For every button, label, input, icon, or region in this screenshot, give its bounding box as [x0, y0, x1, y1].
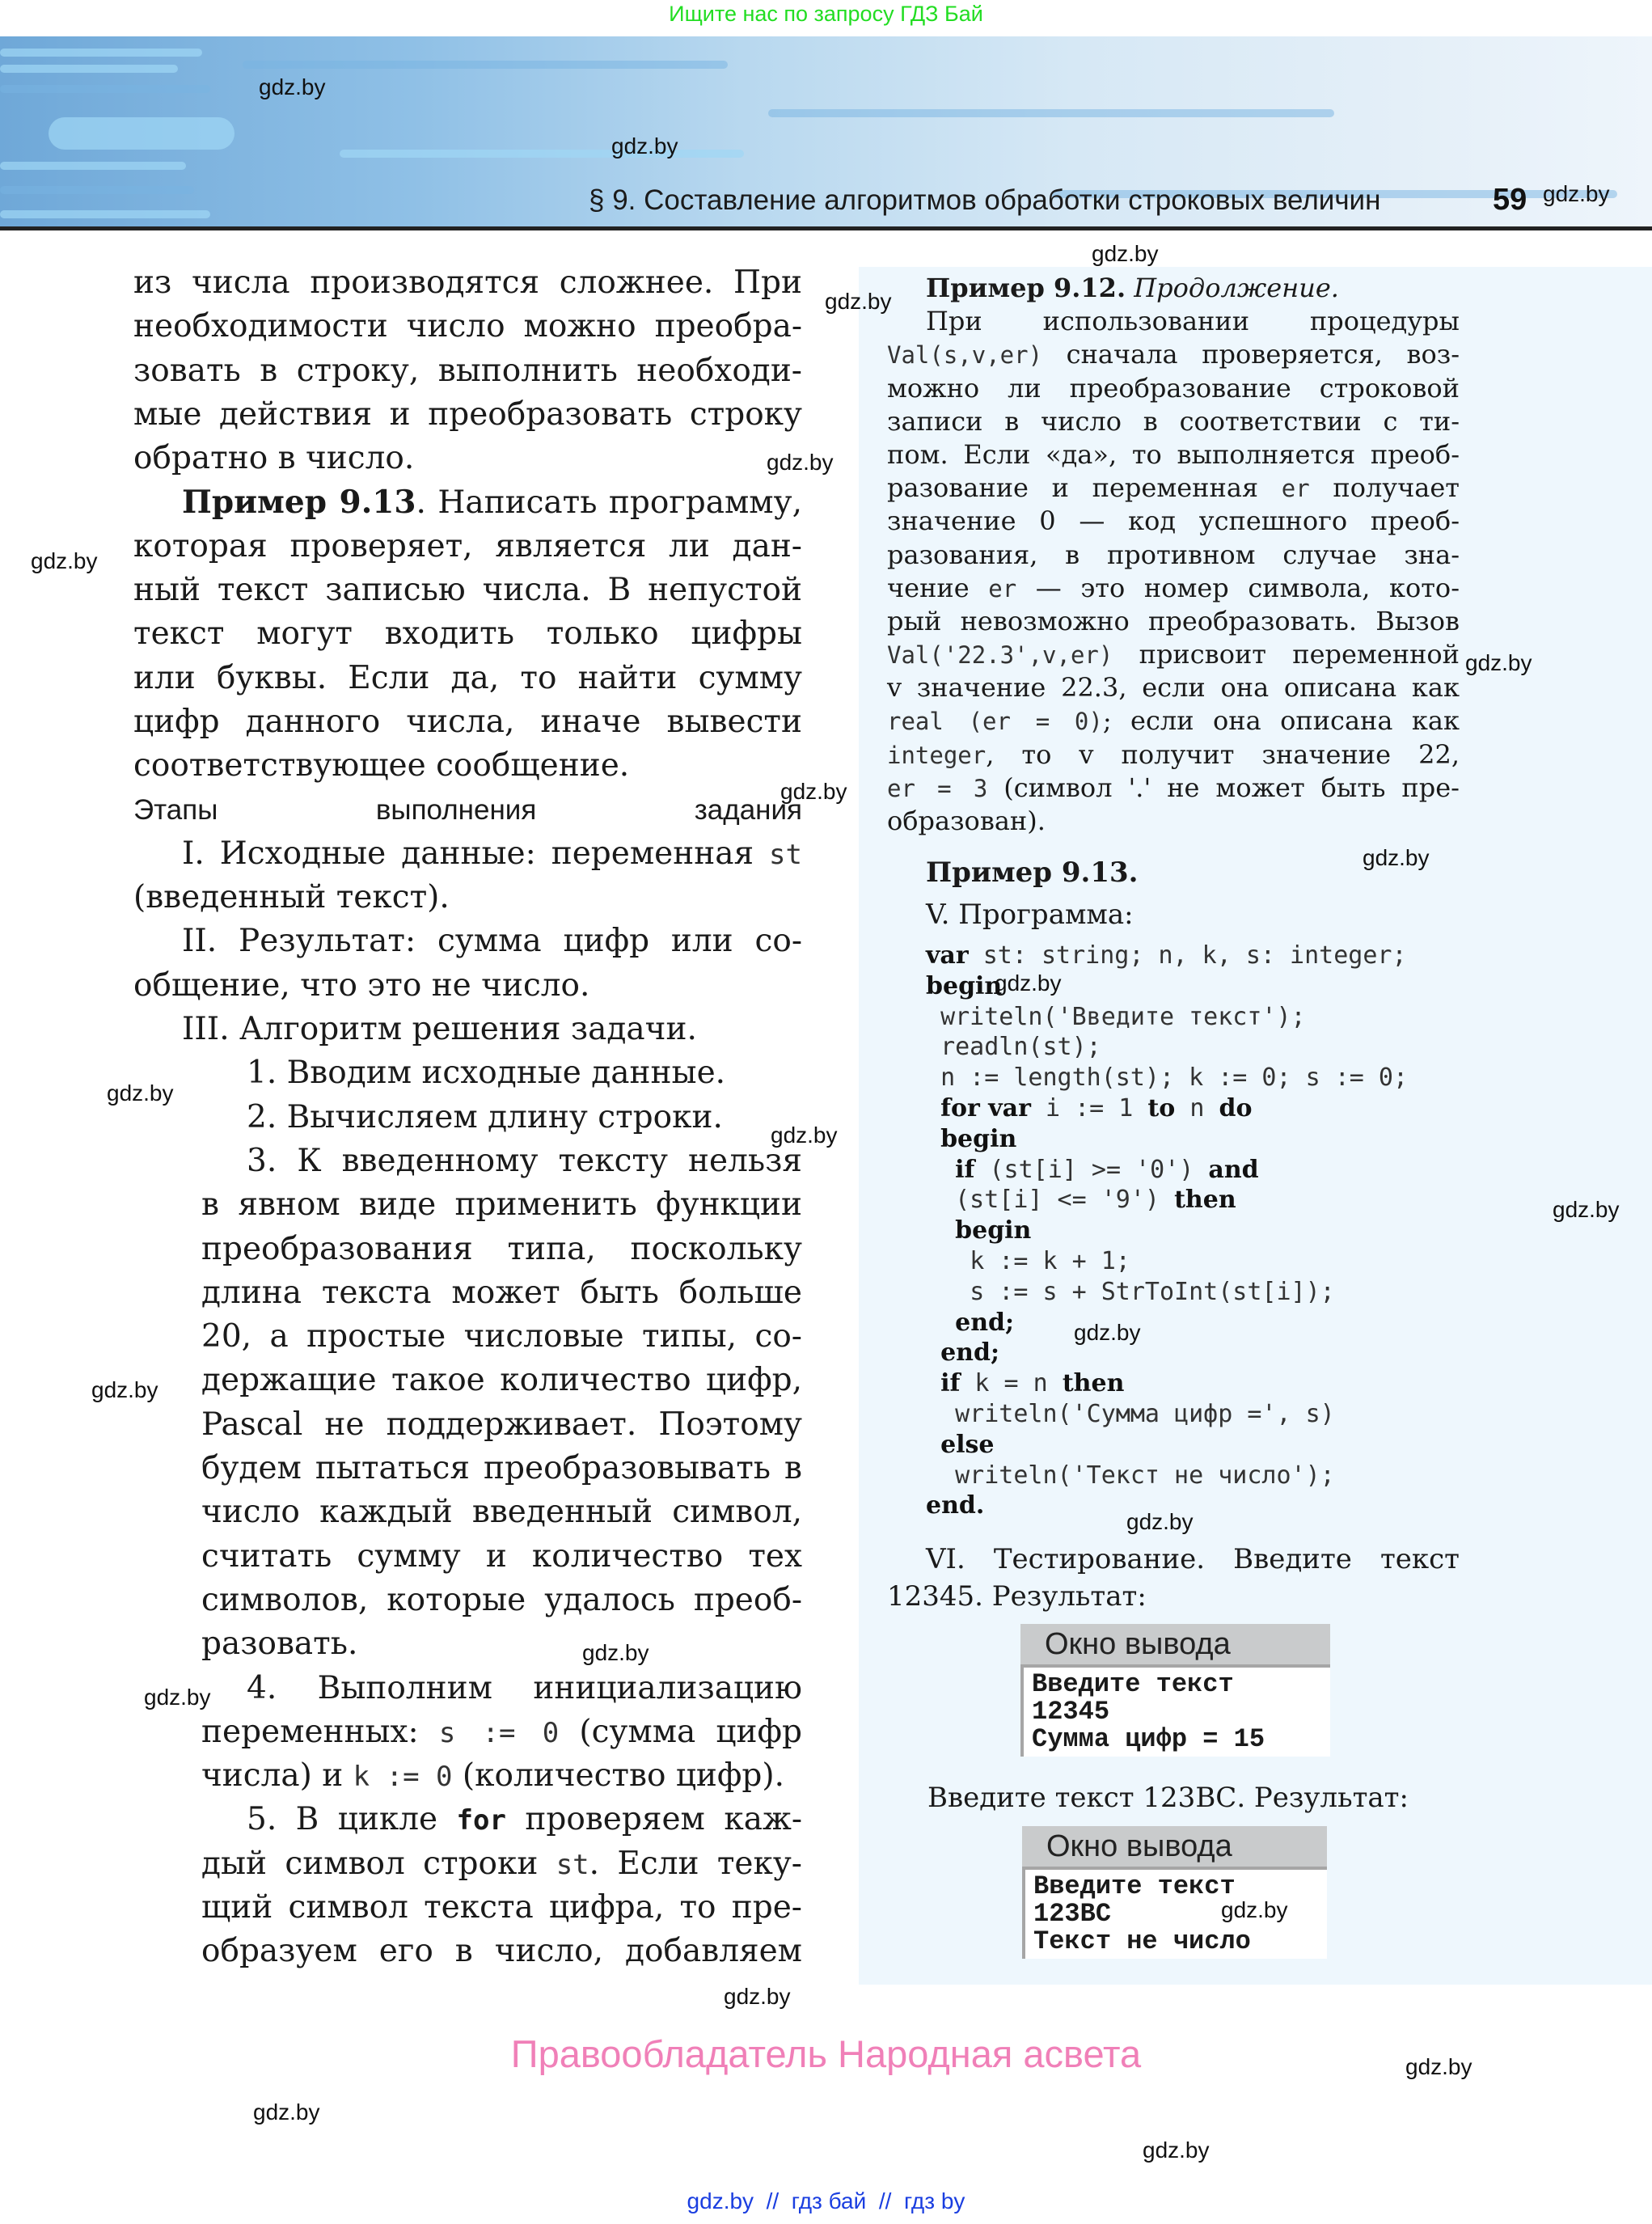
code-line: if (st[i] >= '0') and: [955, 1155, 1259, 1184]
text-line: er = 3 (символ '.' не может быть пре-: [887, 772, 1460, 803]
text-line: текст могут входить только цифры: [133, 615, 802, 653]
program-label: V. Программа:: [926, 898, 1134, 931]
code-line: else: [940, 1430, 995, 1459]
watermark: gdz.by: [1143, 2137, 1210, 2163]
code-line: readln(st);: [940, 1033, 1101, 1062]
chapter-title: § 9. Составление алгоритмов обработки строковых величин: [589, 184, 1381, 216]
footer-separator: //: [766, 2188, 780, 2213]
step-5: 5. В цикле for проверяем каж-: [247, 1801, 802, 1838]
step-1: 1. Вводим исходные данные.: [247, 1055, 726, 1092]
watermark: gdz.by: [144, 1685, 211, 1710]
text-line: из числа производятся сложнее. При: [133, 264, 802, 301]
watermark: gdz.by: [1465, 650, 1532, 675]
text-line: обратно в число.: [133, 440, 415, 477]
text-line: преобразования типа, поскольку: [201, 1230, 802, 1267]
text-line: разовать.: [201, 1626, 358, 1663]
example-intro-line: Пример 9.13. Написать программу,: [182, 484, 802, 522]
code-line: for var i := 1 to n do: [940, 1093, 1253, 1123]
footer-link-gdz-by-2[interactable]: гдз by: [903, 2188, 965, 2213]
watermark: gdz.by: [253, 2099, 320, 2125]
text-line: число каждый введенный символ,: [201, 1494, 802, 1531]
testing-line-3: Введите текст 123ВС. Результат:: [927, 1782, 1409, 1814]
footer-link-gdz-by[interactable]: gdz.by: [687, 2188, 754, 2213]
text-line: в явном виде применить функции: [201, 1186, 802, 1224]
watermark: gdz.by: [107, 1080, 174, 1106]
watermark: gdz.by: [771, 1123, 838, 1148]
stages-heading: Этапы выполнения задания: [133, 793, 802, 826]
text-line: можно ли преобразование строковой: [887, 372, 1460, 404]
code-line: writeln('Введите текст');: [940, 1002, 1306, 1031]
text-line: держащие такое количество цифр,: [201, 1362, 802, 1399]
step-2: 2. Вычисляем длину строки.: [247, 1098, 723, 1135]
example-label: Пример 9.13: [182, 484, 416, 522]
code-line: end;: [940, 1338, 1000, 1368]
code-line: s := s + StrToInt(st[i]);: [970, 1277, 1335, 1306]
text-line: считать сумму и количество тех: [201, 1537, 802, 1575]
watermark: gdz.by: [780, 779, 847, 804]
text-line: зовать в строку, выполнить необходи-: [133, 352, 802, 389]
text-line: integer, то v получит значение 22,: [887, 738, 1460, 770]
watermark: gdz.by: [1363, 845, 1430, 870]
code-line: if k = n then: [940, 1369, 1125, 1398]
text-line: (введенный текст).: [133, 879, 450, 916]
watermark: gdz.by: [1221, 1897, 1288, 1922]
footer-separator: //: [878, 2188, 892, 2213]
right-column-explanation: [887, 272, 1460, 838]
text-line: ный текст записью числа. В непустой: [133, 572, 802, 609]
step-3: 3. К введенному тексту нельзя: [247, 1142, 802, 1179]
text-line: При использовании процедуры: [926, 306, 1460, 337]
text-line: символов, которые удалось преоб-: [201, 1581, 802, 1618]
example-913-label: Пример 9.13.: [926, 856, 1139, 889]
text-line: real (er = 0); если она описана как: [887, 705, 1460, 737]
code-line: end;: [955, 1308, 1015, 1337]
code-line: var st: string; n, k, s: integer;: [926, 941, 1407, 970]
text-line: записи в число в соответствии с ти-: [887, 405, 1460, 437]
footer-links: [0, 2188, 1652, 2214]
watermark: gdz.by: [91, 1377, 158, 1402]
text-line: образован).: [887, 805, 1046, 836]
stage-3-line: III. Алгоритм решения задачи.: [182, 1011, 697, 1048]
text-line: Val('22.3',v,er) присвоит переменной: [887, 639, 1460, 670]
text-line: переменных: s := 0 (сумма цифр: [201, 1713, 803, 1750]
watermark: gdz.by: [1543, 181, 1610, 206]
testing-line-1: VI. Тестирование. Введите текст: [926, 1543, 1460, 1575]
text-line: чение er — это номер символа, кото-: [887, 572, 1460, 603]
code-line: begin: [940, 1124, 1017, 1153]
code-line: writeln('Текст не число');: [955, 1461, 1335, 1490]
watermark: gdz.by: [1405, 2054, 1472, 2079]
top-notice: Ищите нас по запросу ГДЗ Бай: [669, 2, 983, 26]
text-line: общение, что это не число.: [133, 966, 590, 1004]
footer-link-gdz-bai[interactable]: гдз бай: [791, 2188, 867, 2213]
stage-1-line: I. Исходные данные: переменная st: [182, 835, 802, 872]
copyright-notice: Правообладатель Народная асвета: [510, 2032, 1142, 2075]
output-window-2: [1022, 1826, 1327, 1959]
code-line: writeln('Сумма цифр =', s): [955, 1399, 1335, 1428]
text-line: 20, а простые числовые типы, со-: [201, 1318, 802, 1355]
page-number: 59: [1493, 183, 1527, 217]
watermark: gdz.by: [1553, 1197, 1620, 1222]
output-window-body: Введите текст 12345 Сумма цифр = 15: [1020, 1664, 1330, 1757]
header-divider: [0, 226, 1652, 230]
text-line: числа) и k := 0 (количество цифр).: [201, 1757, 785, 1795]
text-line: щий символ текста цифра, то пре-: [201, 1888, 802, 1926]
output-window-title: Окно вывода: [1022, 1826, 1327, 1867]
code-line: begin: [926, 971, 1003, 1000]
watermark: gdz.by: [582, 1640, 649, 1665]
text-line: длина текста может быть больше: [201, 1274, 802, 1311]
text-line: пом. Если «да», то выполняется преоб-: [887, 438, 1460, 470]
output-window-1: [1020, 1624, 1330, 1757]
example-heading: Пример 9.12. Продолжение.: [926, 273, 1339, 303]
text-line: дый символ строки st. Если теку-: [201, 1845, 802, 1882]
code-line: k := k + 1;: [970, 1246, 1130, 1275]
watermark: gdz.by: [995, 970, 1062, 996]
code-line: n := length(st); k := 0; s := 0;: [940, 1063, 1409, 1093]
watermark: gdz.by: [724, 1984, 791, 2009]
text-line: v значение 22.3, если она описана как: [887, 672, 1460, 704]
output-window-body: Введите текст 123BC Текст не число: [1022, 1867, 1327, 1959]
code-listing: [926, 941, 1408, 1521]
output-window-title: Окно вывода: [1020, 1624, 1330, 1664]
text-line: мые действия и преобразовать строку: [133, 395, 802, 433]
text-line: цифр данного числа, иначе вывести: [133, 703, 802, 740]
text-line: необходимости число можно преобра-: [133, 308, 802, 345]
watermark: gdz.by: [31, 548, 98, 573]
step-4: 4. Выполним инициализацию: [247, 1669, 802, 1706]
stage-2-line: II. Результат: сумма цифр или со-: [182, 923, 802, 960]
testing-line-2: 12345. Результат:: [887, 1580, 1147, 1613]
watermark: gdz.by: [825, 289, 892, 314]
code-line: (st[i] <= '9') then: [955, 1186, 1236, 1215]
watermark: gdz.by: [1074, 1320, 1141, 1345]
text-line: или буквы. Если да, то найти сумму: [133, 659, 802, 696]
code-line: end.: [926, 1491, 985, 1520]
text-line: Val(s,v,er) сначала проверяется, воз-: [887, 339, 1460, 370]
watermark: gdz.by: [1092, 241, 1159, 266]
watermark: gdz.by: [767, 450, 834, 475]
watermark: gdz.by: [1126, 1509, 1194, 1534]
text-line: будем пытаться преобразовывать в: [201, 1450, 802, 1487]
text-line: которая проверяет, является ли дан-: [133, 527, 802, 564]
watermark: gdz.by: [611, 133, 678, 159]
text-line: образуем его в число, добавляем: [201, 1933, 802, 1970]
text-line: рый невозможно преобразовать. Вызов: [887, 605, 1460, 636]
text-line: Pascal не поддерживает. Поэтому: [201, 1406, 802, 1443]
left-column: [133, 261, 802, 1974]
code-line: begin: [955, 1216, 1032, 1245]
text-line: значение 0 — код успешного преоб-: [887, 505, 1460, 537]
text-line: разование и переменная er получает: [887, 472, 1460, 504]
watermark: gdz.by: [259, 74, 326, 99]
text-line: разования, в противном случае зна-: [887, 539, 1460, 570]
text-line: соответствующее сообщение.: [133, 747, 630, 784]
